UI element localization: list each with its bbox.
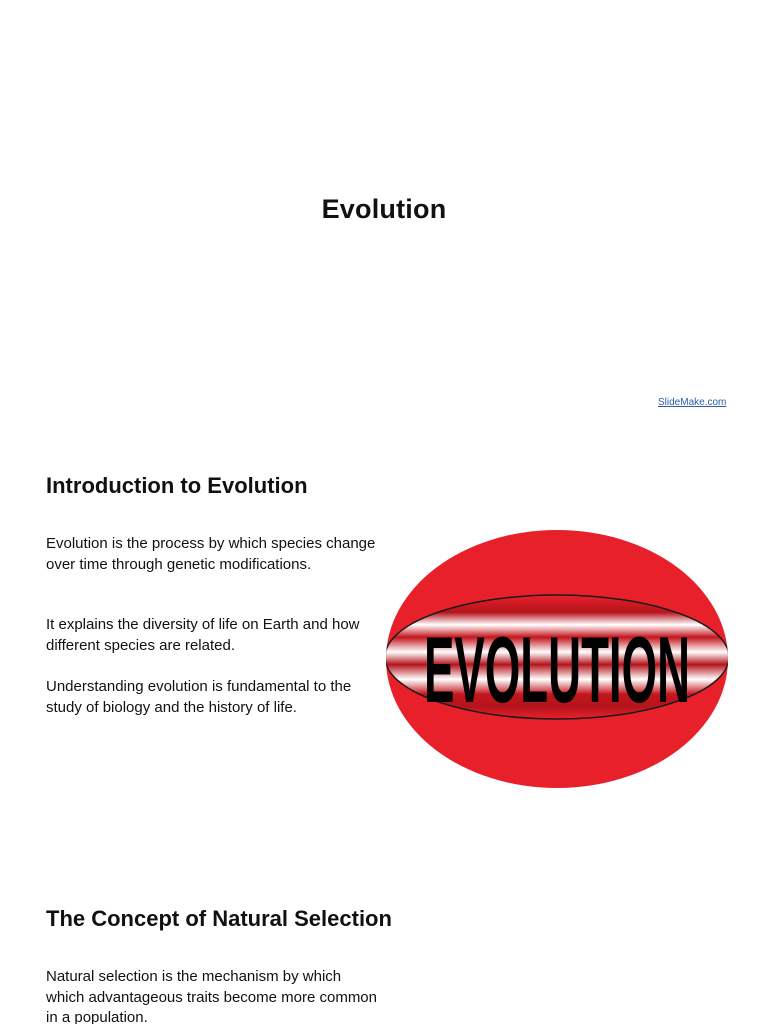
natural-selection-heading: The Concept of Natural Selection	[46, 906, 392, 931]
intro-paragraph-2: It explains the diversity of life on Earth and how different species are related.	[46, 616, 360, 654]
logo-lettering: EVOLUTION	[424, 617, 690, 722]
natural-selection-paragraph-1: Natural selection is the mechanism by which which advantageous traits become more common in a population.	[46, 968, 377, 1024]
intro-paragraph-3: Understanding evolution is fundamental to the study of biology and the history of life.	[46, 678, 352, 716]
intro-paragraph-1: Evolution is the process by which species change over time through genetic modifications.	[46, 535, 376, 573]
slide-title: Evolution	[321, 194, 447, 224]
intro-heading: Introduction to Evolution	[46, 473, 308, 498]
slidemake-link[interactable]: SlideMake.com	[658, 397, 727, 408]
evolution-logo-icon	[384, 528, 730, 790]
